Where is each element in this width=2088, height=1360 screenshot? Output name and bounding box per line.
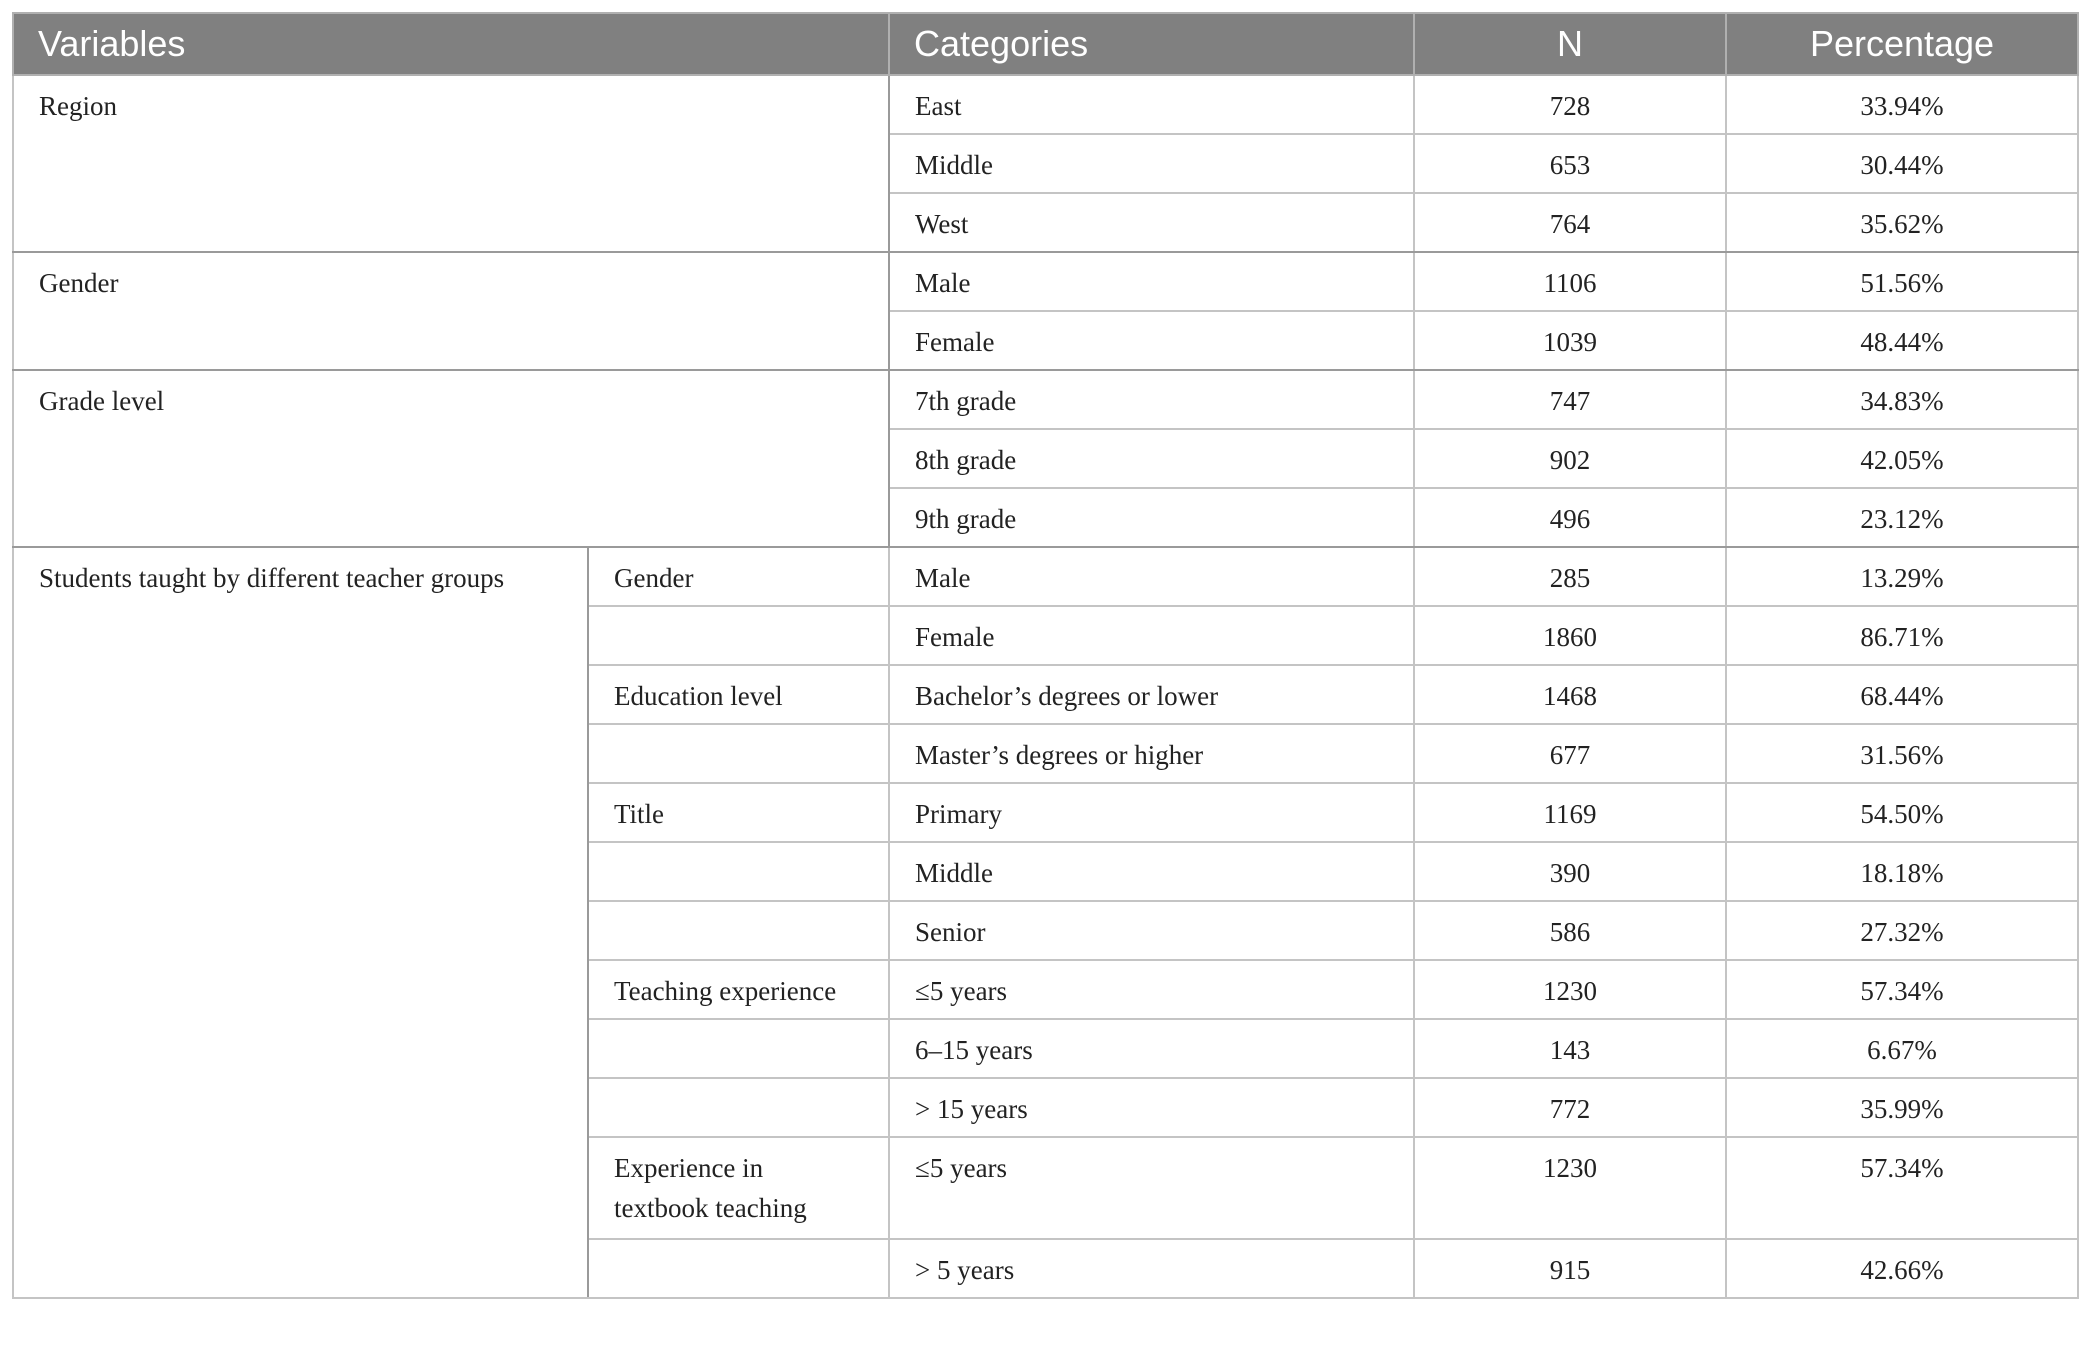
category-cell: 6–15 years xyxy=(889,1019,1414,1078)
n-cell: 1169 xyxy=(1414,783,1726,842)
n-cell: 1106 xyxy=(1414,252,1726,311)
percentage-cell: 42.66% xyxy=(1726,1239,2078,1298)
category-cell: > 5 years xyxy=(889,1239,1414,1298)
variable-cell: Region xyxy=(13,75,889,252)
n-cell: 1468 xyxy=(1414,665,1726,724)
header-n: N xyxy=(1414,13,1726,75)
percentage-cell: 27.32% xyxy=(1726,901,2078,960)
category-cell: Female xyxy=(889,311,1414,370)
category-cell: West xyxy=(889,193,1414,252)
percentage-cell: 35.62% xyxy=(1726,193,2078,252)
n-cell: 728 xyxy=(1414,75,1726,134)
category-cell: Male xyxy=(889,252,1414,311)
header-percentage: Percentage xyxy=(1726,13,2078,75)
category-cell: ≤5 years xyxy=(889,1137,1414,1239)
subvariable-cell xyxy=(588,901,889,960)
category-cell: East xyxy=(889,75,1414,134)
category-cell: Female xyxy=(889,606,1414,665)
n-cell: 915 xyxy=(1414,1239,1726,1298)
header-variables: Variables xyxy=(13,13,889,75)
subvariable-cell xyxy=(588,606,889,665)
percentage-cell: 30.44% xyxy=(1726,134,2078,193)
demographics-table xyxy=(12,12,2079,1299)
percentage-cell: 48.44% xyxy=(1726,311,2078,370)
table-row xyxy=(13,370,2078,429)
percentage-cell: 34.83% xyxy=(1726,370,2078,429)
category-cell: Senior xyxy=(889,901,1414,960)
percentage-cell: 23.12% xyxy=(1726,488,2078,547)
percentage-cell: 57.34% xyxy=(1726,1137,2078,1239)
n-cell: 586 xyxy=(1414,901,1726,960)
subvariable-cell: Experience in textbook teaching xyxy=(588,1137,889,1239)
n-cell: 772 xyxy=(1414,1078,1726,1137)
percentage-cell: 13.29% xyxy=(1726,547,2078,606)
n-cell: 764 xyxy=(1414,193,1726,252)
category-cell: 9th grade xyxy=(889,488,1414,547)
n-cell: 1860 xyxy=(1414,606,1726,665)
header-categories: Categories xyxy=(889,13,1414,75)
percentage-cell: 51.56% xyxy=(1726,252,2078,311)
table-row xyxy=(13,547,2078,606)
subvariable-cell xyxy=(588,842,889,901)
n-cell: 747 xyxy=(1414,370,1726,429)
variable-cell: Grade level xyxy=(13,370,889,547)
table-row xyxy=(13,252,2078,311)
subvariable-cell xyxy=(588,1019,889,1078)
subvariable-cell: Title xyxy=(588,783,889,842)
percentage-cell: 54.50% xyxy=(1726,783,2078,842)
category-cell: Bachelor’s degrees or lower xyxy=(889,665,1414,724)
n-cell: 902 xyxy=(1414,429,1726,488)
percentage-cell: 35.99% xyxy=(1726,1078,2078,1137)
category-cell: 7th grade xyxy=(889,370,1414,429)
n-cell: 285 xyxy=(1414,547,1726,606)
percentage-cell: 18.18% xyxy=(1726,842,2078,901)
subvariable-cell xyxy=(588,1078,889,1137)
subvariable-cell: Gender xyxy=(588,547,889,606)
subvariable-cell xyxy=(588,1239,889,1298)
header-row xyxy=(13,13,2078,75)
n-cell: 496 xyxy=(1414,488,1726,547)
category-cell: 8th grade xyxy=(889,429,1414,488)
percentage-cell: 42.05% xyxy=(1726,429,2078,488)
subvariable-cell: Teaching experience xyxy=(588,960,889,1019)
subvariable-cell: Education level xyxy=(588,665,889,724)
percentage-cell: 6.67% xyxy=(1726,1019,2078,1078)
subvariable-cell xyxy=(588,724,889,783)
category-cell: ≤5 years xyxy=(889,960,1414,1019)
n-cell: 653 xyxy=(1414,134,1726,193)
n-cell: 390 xyxy=(1414,842,1726,901)
category-cell: Middle xyxy=(889,134,1414,193)
variable-cell: Students taught by different teacher groups xyxy=(13,547,588,1298)
category-cell: Master’s degrees or higher xyxy=(889,724,1414,783)
n-cell: 1230 xyxy=(1414,1137,1726,1239)
n-cell: 143 xyxy=(1414,1019,1726,1078)
n-cell: 677 xyxy=(1414,724,1726,783)
variable-cell: Gender xyxy=(13,252,889,370)
n-cell: 1230 xyxy=(1414,960,1726,1019)
category-cell: Male xyxy=(889,547,1414,606)
percentage-cell: 86.71% xyxy=(1726,606,2078,665)
category-cell: Middle xyxy=(889,842,1414,901)
category-cell: > 15 years xyxy=(889,1078,1414,1137)
n-cell: 1039 xyxy=(1414,311,1726,370)
percentage-cell: 57.34% xyxy=(1726,960,2078,1019)
category-cell: Primary xyxy=(889,783,1414,842)
percentage-cell: 33.94% xyxy=(1726,75,2078,134)
percentage-cell: 68.44% xyxy=(1726,665,2078,724)
percentage-cell: 31.56% xyxy=(1726,724,2078,783)
table-row xyxy=(13,75,2078,134)
